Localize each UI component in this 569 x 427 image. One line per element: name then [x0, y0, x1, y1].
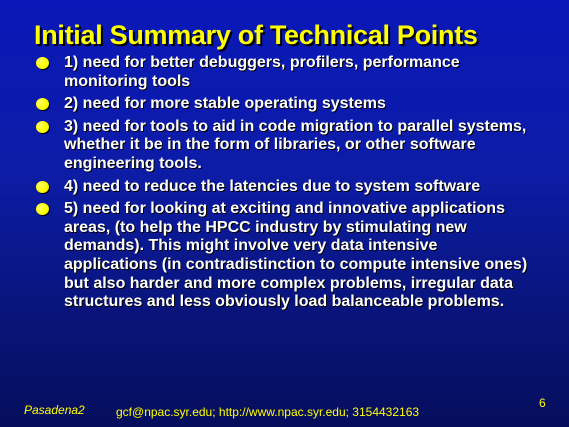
slide-title: Initial Summary of Technical Points [34, 20, 478, 50]
bullet-text: 4) need to reduce the latencies due to system software [64, 177, 481, 195]
bullet-item [34, 54, 534, 91]
bullet-text: 5) need for looking at exciting and innovative applications areas, (to help the HPCC industry by stimulating new demands). This might involve very data intensive applications (in contradistinction to compute intensive ones) but also harder and more complex problems, irregular data structures and less obviously load balanceable problems. [64, 200, 528, 311]
bullet-text: 3) need for tools to aid in code migration to parallel systems, whether it be in the form of libraries, or other software engineering tools. [64, 117, 527, 172]
bullet-list [34, 54, 534, 316]
bullet-text: 2) need for more stable operating systems [64, 95, 386, 113]
bullet-text: 1) need for better debuggers, profilers, performance monitoring tools [64, 54, 460, 90]
footer-event-label: Pasadena2 [24, 403, 85, 417]
footer-contact: gcf@npac.syr.edu; http://www.npac.syr.edu; 3154432163 [116, 405, 420, 419]
bullet-icon [36, 98, 49, 110]
bullet-item [34, 200, 534, 312]
bullet-item [34, 178, 534, 197]
bullet-icon [36, 181, 49, 193]
bullet-icon [36, 121, 49, 133]
page-number: 6 [539, 396, 546, 410]
bullet-icon [36, 57, 49, 69]
bullet-icon [36, 203, 49, 215]
bullet-item [34, 118, 534, 174]
bullet-item [34, 95, 534, 114]
